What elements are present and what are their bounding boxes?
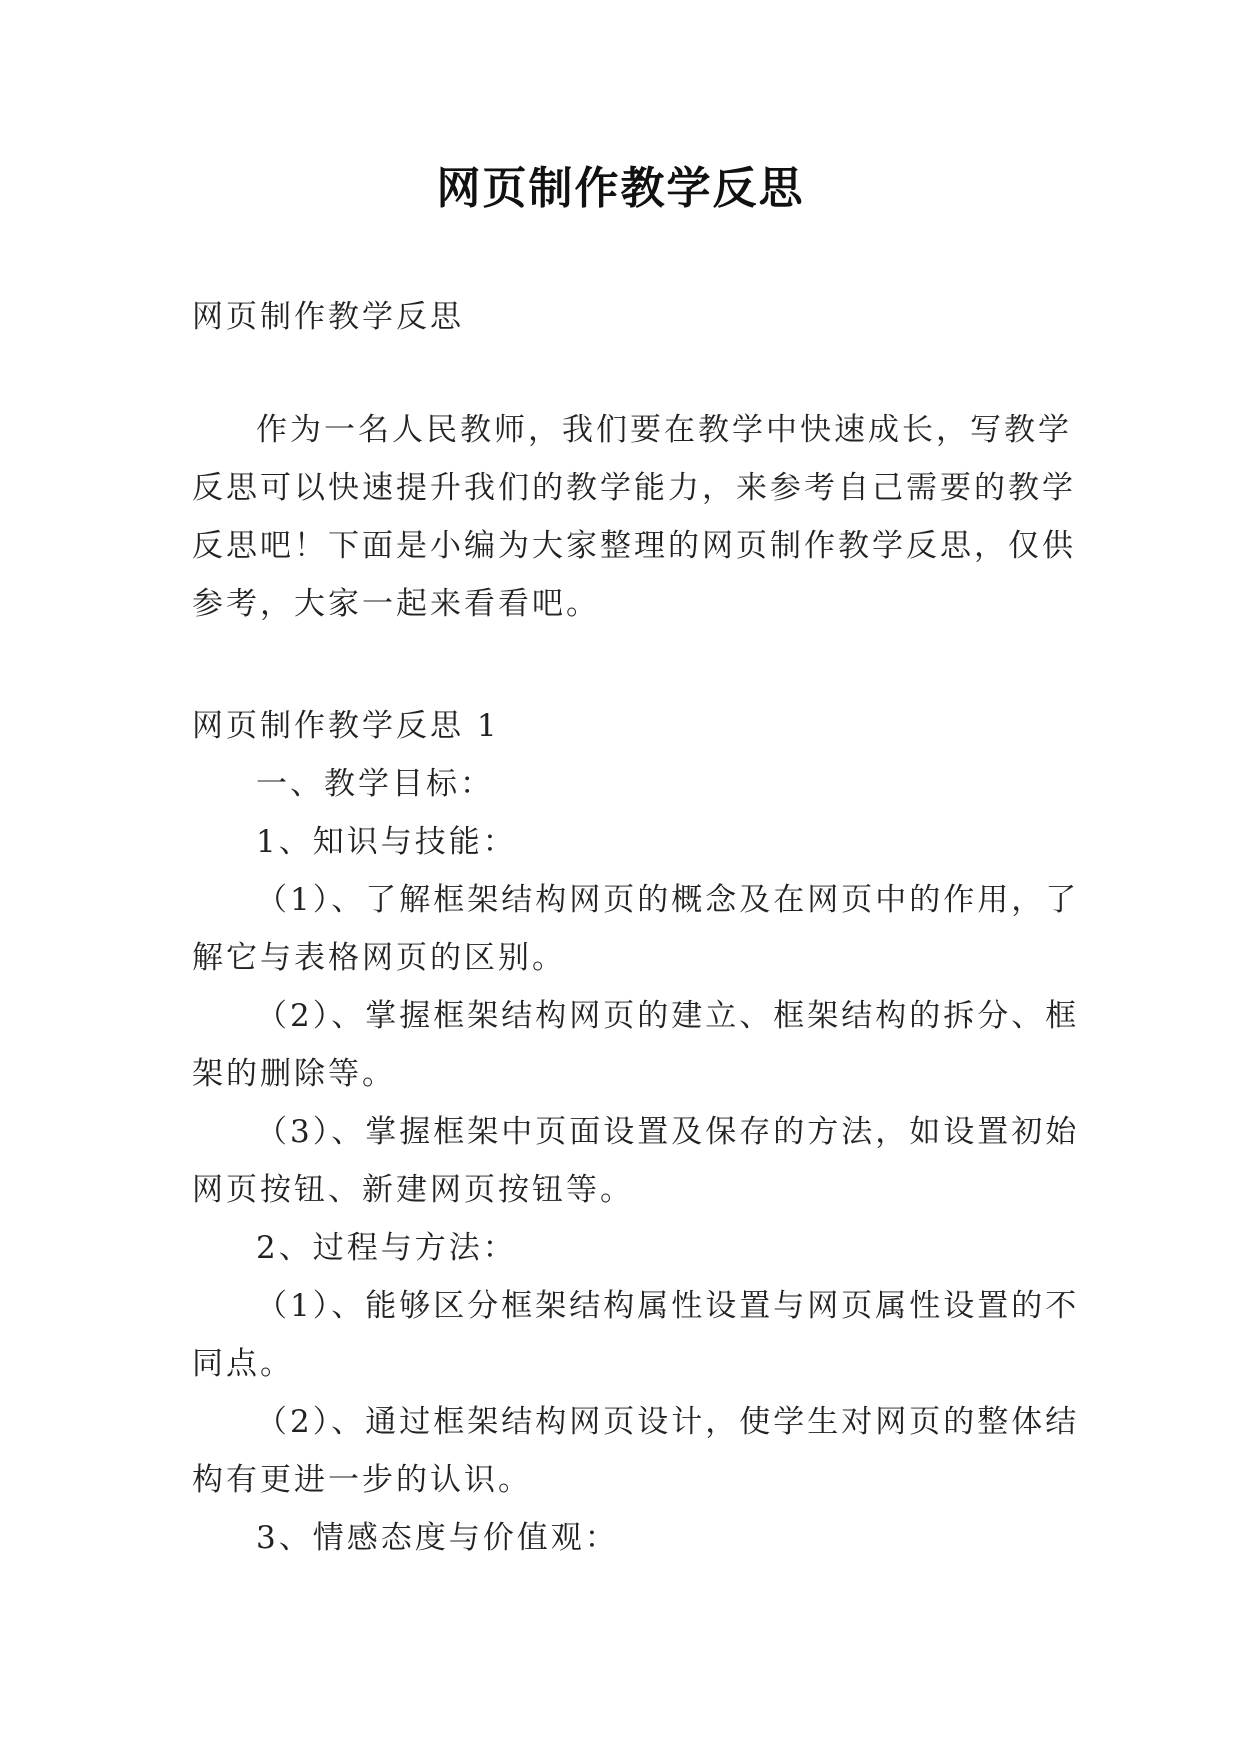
body-line-13: 构有更进一步的认识。 bbox=[192, 1462, 532, 1498]
body-line-3: （1）、了解框架结构网页的概念及在网页中的作用，了 bbox=[256, 882, 1080, 918]
body-line-9: 2、过程与方法： bbox=[256, 1230, 517, 1266]
document-body bbox=[192, 288, 1080, 1567]
body-line-4: 解它与表格网页的区别。 bbox=[192, 940, 566, 976]
body-line-10: （1）、能够区分框架结构属性设置与网页属性设置的不 bbox=[256, 1288, 1080, 1324]
body-line-8: 网页按钮、新建网页按钮等。 bbox=[192, 1172, 634, 1208]
intro-line-2: 反思可以快速提升我们的教学能力，来参考自己需要的教学 bbox=[192, 470, 1076, 506]
body-line-5: （2）、掌握框架结构网页的建立、框架结构的拆分、框 bbox=[256, 998, 1080, 1034]
section-heading: 网页制作教学反思 1 bbox=[192, 708, 500, 744]
body-line-14: 3、情感态度与价值观： bbox=[256, 1520, 619, 1556]
body-line-7: （3）、掌握框架中页面设置及保存的方法，如设置初始 bbox=[256, 1114, 1080, 1150]
body-line-11: 同点。 bbox=[192, 1346, 294, 1382]
document-subtitle: 网页制作教学反思 bbox=[192, 299, 464, 335]
body-line-2: 1、知识与技能： bbox=[256, 824, 517, 860]
document-title: 网页制作教学反思 bbox=[436, 163, 805, 214]
intro-line-4: 参考，大家一起来看看吧。 bbox=[192, 586, 600, 622]
body-line-1: 一、教学目标： bbox=[256, 766, 494, 802]
intro-line-3: 反思吧！下面是小编为大家整理的网页制作教学反思，仅供 bbox=[192, 528, 1076, 564]
body-line-6: 架的删除等。 bbox=[192, 1056, 396, 1092]
intro-line-1: 作为一名人民教师，我们要在教学中快速成长，写教学 bbox=[256, 412, 1072, 448]
body-line-12: （2）、通过框架结构网页设计，使学生对网页的整体结 bbox=[256, 1404, 1080, 1440]
